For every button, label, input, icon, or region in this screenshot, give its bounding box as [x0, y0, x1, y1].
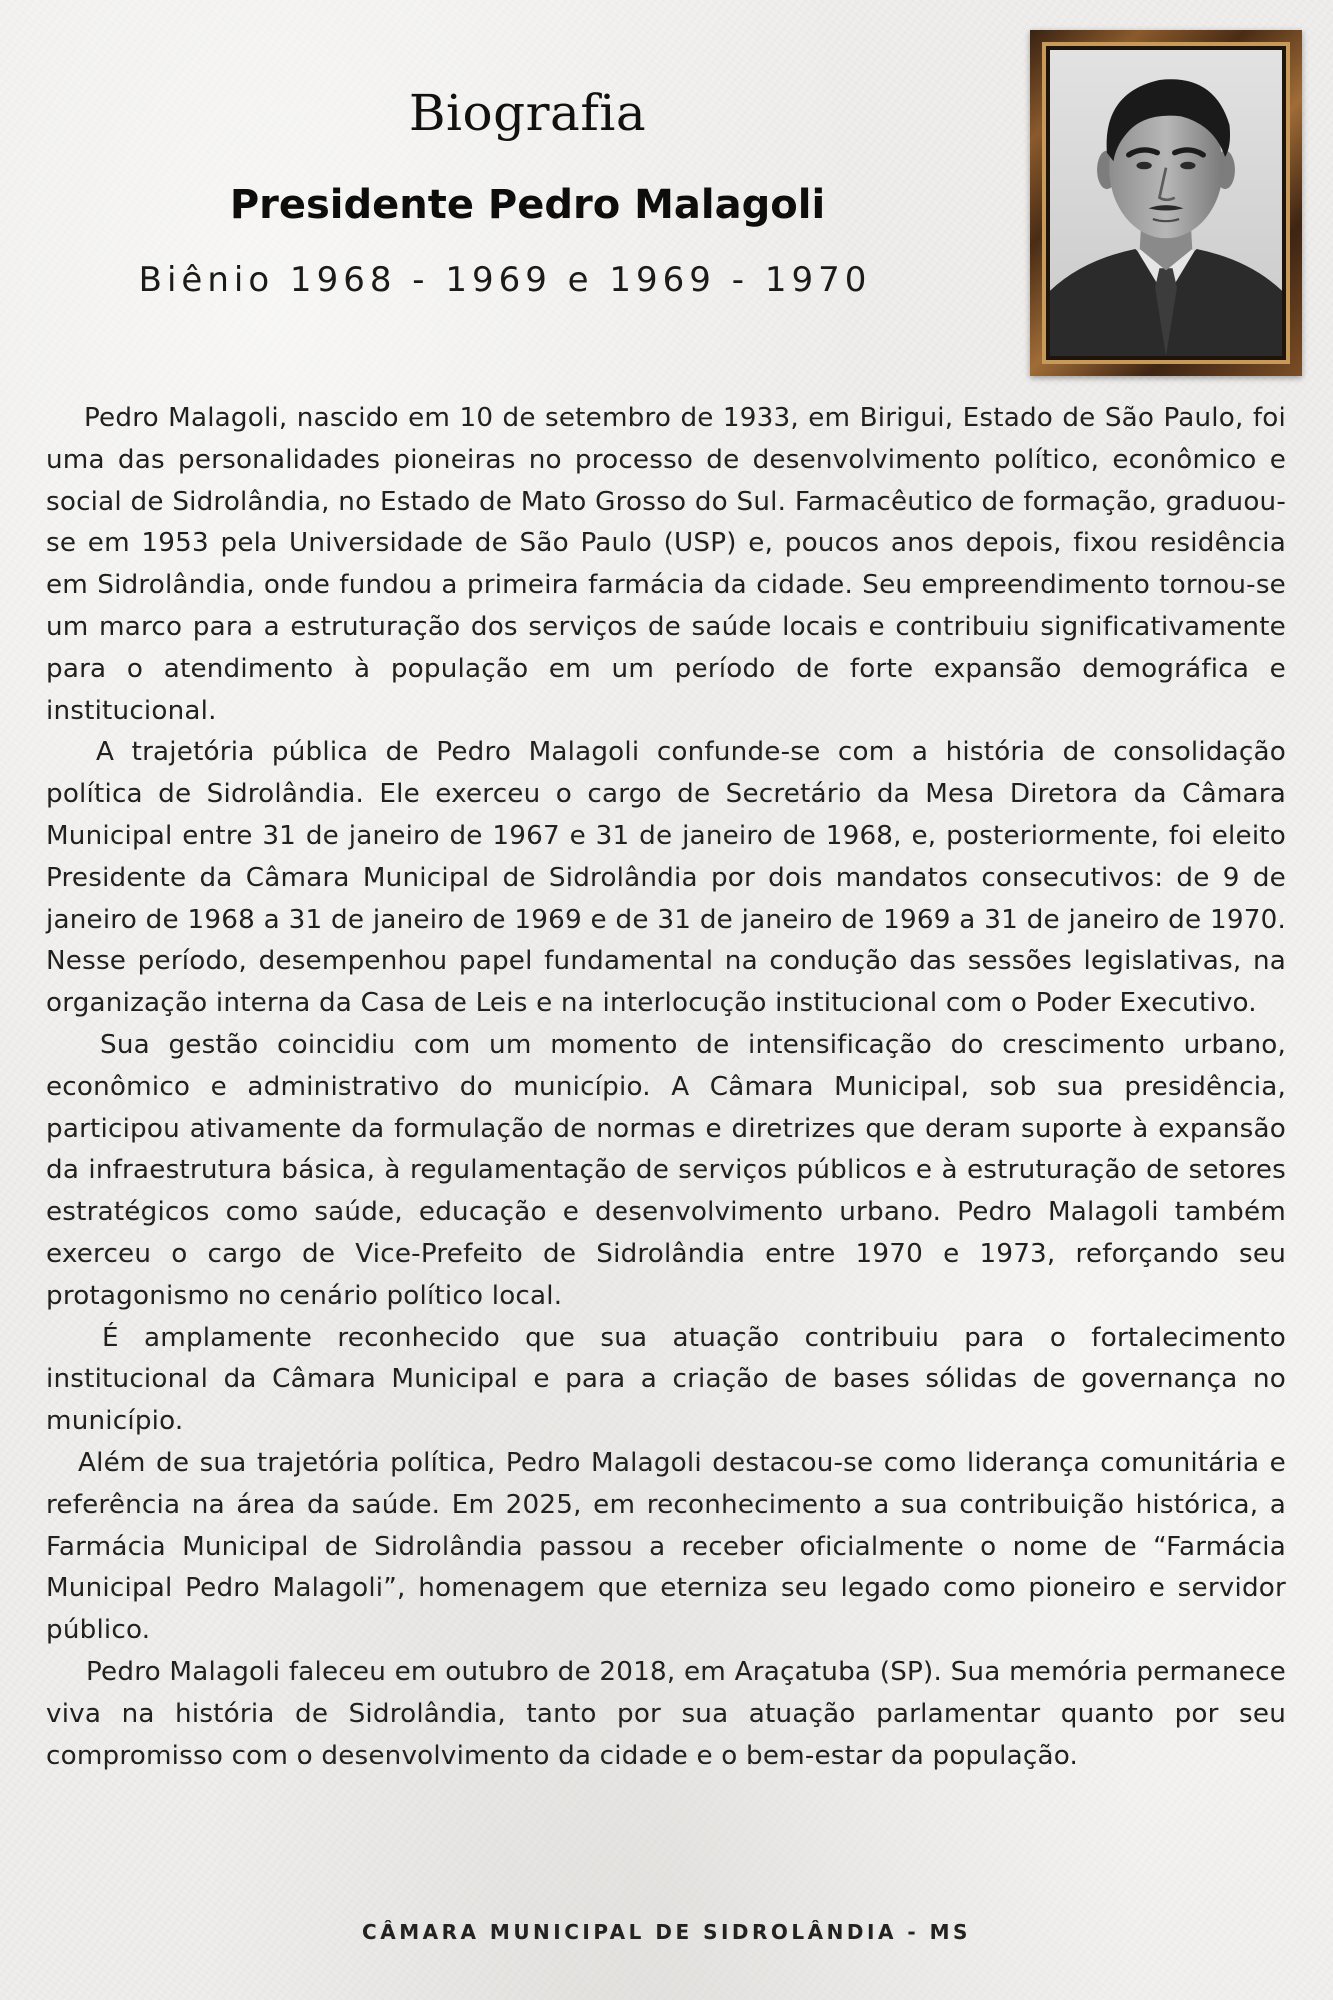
- portrait-illustration: [1050, 50, 1282, 356]
- portrait-photo: [1050, 50, 1282, 356]
- portrait-frame: [1030, 30, 1302, 376]
- biography-paragraph-2: A trajetória pública de Pedro Malagoli confunde-se com a história de consolidação política de Sidrolândia. Ele exerceu o cargo de Secretário da Mesa Diretora da Câmara Municipal entre 31 de janeiro de 1967 e 31 de janeiro de 1968, e, posteriormente, foi eleito Presidente da Câmara Municipal de Sidrolândia por dois mandatos consecutivos: de 9 de janeiro de 1968 a 31 de janeiro de 1969 e de 31 de janeiro de 1969 a 31 de janeiro de 1970. Nesse período, desempenhou papel fundamental na condução das sessões legislativas, na organização interna da Casa de Leis e na interlocução institucional com o Poder Executivo.: [46, 737, 1286, 1019]
- biography-paragraph-1: Pedro Malagoli, nascido em 10 de setembro de 1933, em Birigui, Estado de São Paulo, foi uma das personalidades pioneiras no processo de desenvolvimento político, econômico e social de Sidrolândia, no Estado de Mato Grosso do Sul. Farmacêutico de formação, graduou-se em 1953 pela Universidade de São Paulo (USP) e, poucos anos depois, fixou residência em Sidrolândia, onde fundou a primeira farmácia da cidade. Seu empreendimento tornou-se um marco para a estruturação dos serviços de saúde locais e contribuiu significativamente para o atendimento à população em um período de forte expansão demográfica e institucional.: [46, 403, 1286, 726]
- portrait-matting: [1042, 42, 1290, 364]
- biography-paragraph-6: Pedro Malagoli faleceu em outubro de 2018, em Araçatuba (SP). Sua memória permanece viva na história de Sidrolândia, tanto por sua atuação parlamentar quanto por seu compromisso com o desenvolvimento da cidade e o bem-estar da população.: [46, 1656, 1286, 1771]
- biography-body: [46, 398, 1286, 1777]
- footer-institution: CÂMARA MUNICIPAL DE SIDROLÂNDIA - MS: [362, 1920, 971, 1944]
- biography-paragraph-5: Além de sua trajetória política, Pedro Malagoli destacou-se como liderança comunitária e referência na área da saúde. Em 2025, em reconhecimento a sua contribuição histórica, a Farmácia Municipal de Sidrolândia passou a receber oficialmente o nome de “Farmácia Municipal Pedro Malagoli”, homenagem que eterniza seu legado como pioneiro e servidor público.: [46, 1447, 1286, 1646]
- biography-paragraph-3: Sua gestão coincidiu com um momento de intensificação do crescimento urbano, econômico e administrativo do município. A Câmara Municipal, sob sua presidência, participou ativamente da formulação de normas e diretrizes que deram suporte à expansão da infraestrutura básica, à regulamentação de serviços públicos e à estruturação de setores estratégicos como saúde, educação e desenvolvimento urbano. Pedro Malagoli também exerceu o cargo de Vice-Prefeito de Sidrolândia entre 1970 e 1973, reforçando seu protagonismo no cenário político local.: [46, 1029, 1286, 1311]
- subject-name-title: Presidente Pedro Malagoli: [229, 182, 826, 228]
- page-title: Biografia: [408, 84, 647, 142]
- tenure-subtitle: Biênio 1968 - 1969 e 1969 - 1970: [138, 260, 872, 300]
- biography-paragraph-4: É amplamente reconhecido que sua atuação contribuiu para o fortalecimento institucional da Câmara Municipal e para a criação de bases sólidas de governança no município.: [46, 1322, 1286, 1437]
